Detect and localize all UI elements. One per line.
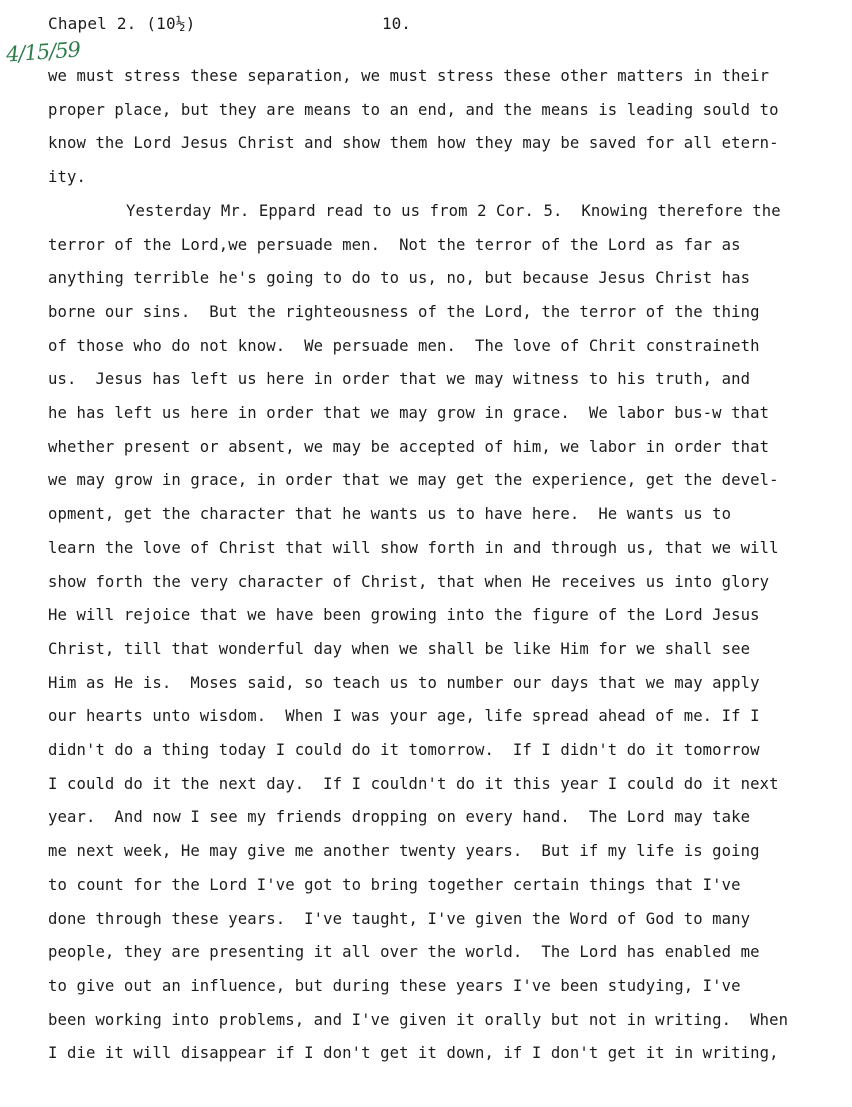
text-line: year. And now I see my friends dropping on every hand. The Lord may take bbox=[48, 808, 751, 827]
page-number: 10. bbox=[382, 14, 411, 33]
text-line: show forth the very character of Christ, that when He receives us into glory bbox=[48, 572, 770, 591]
text-line: learn the love of Christ that will show forth in and through us, that we will bbox=[48, 538, 779, 557]
text-line: of those who do not know. We persuade men. The love of Chrit constraineth bbox=[48, 336, 760, 355]
text-line: I die it will disappear if I don't get it down, if I don't get it in writing, bbox=[48, 1044, 779, 1063]
text-line: been working into problems, and I've given it orally but not in writing. When bbox=[48, 1010, 789, 1029]
text-line: done through these years. I've taught, I've given the Word of God to many bbox=[48, 909, 751, 928]
text-line: our hearts unto wisdom. When I was your age, life spread ahead of me. If I bbox=[48, 707, 760, 726]
document-header: Chapel 2. (10½) bbox=[48, 14, 196, 33]
text-line: us. Jesus has left us here in order that we may witness to his truth, and bbox=[48, 370, 751, 389]
text-line: to give out an influence, but during these years I've been studying, I've bbox=[48, 976, 741, 995]
body-text bbox=[48, 60, 838, 1071]
text-line: Christ, till that wonderful day when we shall be like Him for we shall see bbox=[48, 639, 751, 658]
text-line: we must stress these separation, we must stress these other matters in their bbox=[48, 67, 770, 85]
text-line: people, they are presenting it all over the world. The Lord has enabled me bbox=[48, 943, 760, 962]
text-line: to count for the Lord I've got to bring together certain things that I've bbox=[48, 875, 741, 894]
handwritten-date: 4/15/59 bbox=[5, 37, 81, 67]
text-line: opment, get the character that he wants us to have here. He wants us to bbox=[48, 505, 732, 524]
text-line: didn't do a thing today I could do it tomorrow. If I didn't do it tomorrow bbox=[48, 741, 760, 760]
text-line: terror of the Lord,we persuade men. Not the terror of the Lord as far as bbox=[48, 235, 741, 254]
text-line: He will rejoice that we have been growing into the figure of the Lord Jesus bbox=[48, 606, 760, 625]
text-line: proper place, but they are means to an end, and the means is leading sould to bbox=[48, 100, 779, 119]
text-line: Yesterday Mr. Eppard read to us from 2 Cor. 5. Knowing therefore the bbox=[126, 201, 781, 220]
text-line: ity. bbox=[48, 168, 86, 187]
text-line: anything terrible he's going to do to us, no, but because Jesus Christ has bbox=[48, 269, 751, 288]
text-line: I could do it the next day. If I couldn't do it this year I could do it next bbox=[48, 774, 779, 793]
text-line: know the Lord Jesus Christ and show them how they may be saved for all etern- bbox=[48, 134, 779, 153]
text-line: whether present or absent, we may be accepted of him, we labor in order that bbox=[48, 437, 770, 456]
text-line: borne our sins. But the righteousness of the Lord, the terror of the thing bbox=[48, 302, 760, 321]
text-line: Him as He is. Moses said, so teach us to number our days that we may apply bbox=[48, 673, 760, 692]
text-line: we may grow in grace, in order that we may get the experience, get the devel- bbox=[48, 471, 779, 490]
text-line: me next week, He may give me another twenty years. But if my life is going bbox=[48, 842, 760, 861]
text-line: he has left us here in order that we may grow in grace. We labor bus-w that bbox=[48, 404, 770, 423]
